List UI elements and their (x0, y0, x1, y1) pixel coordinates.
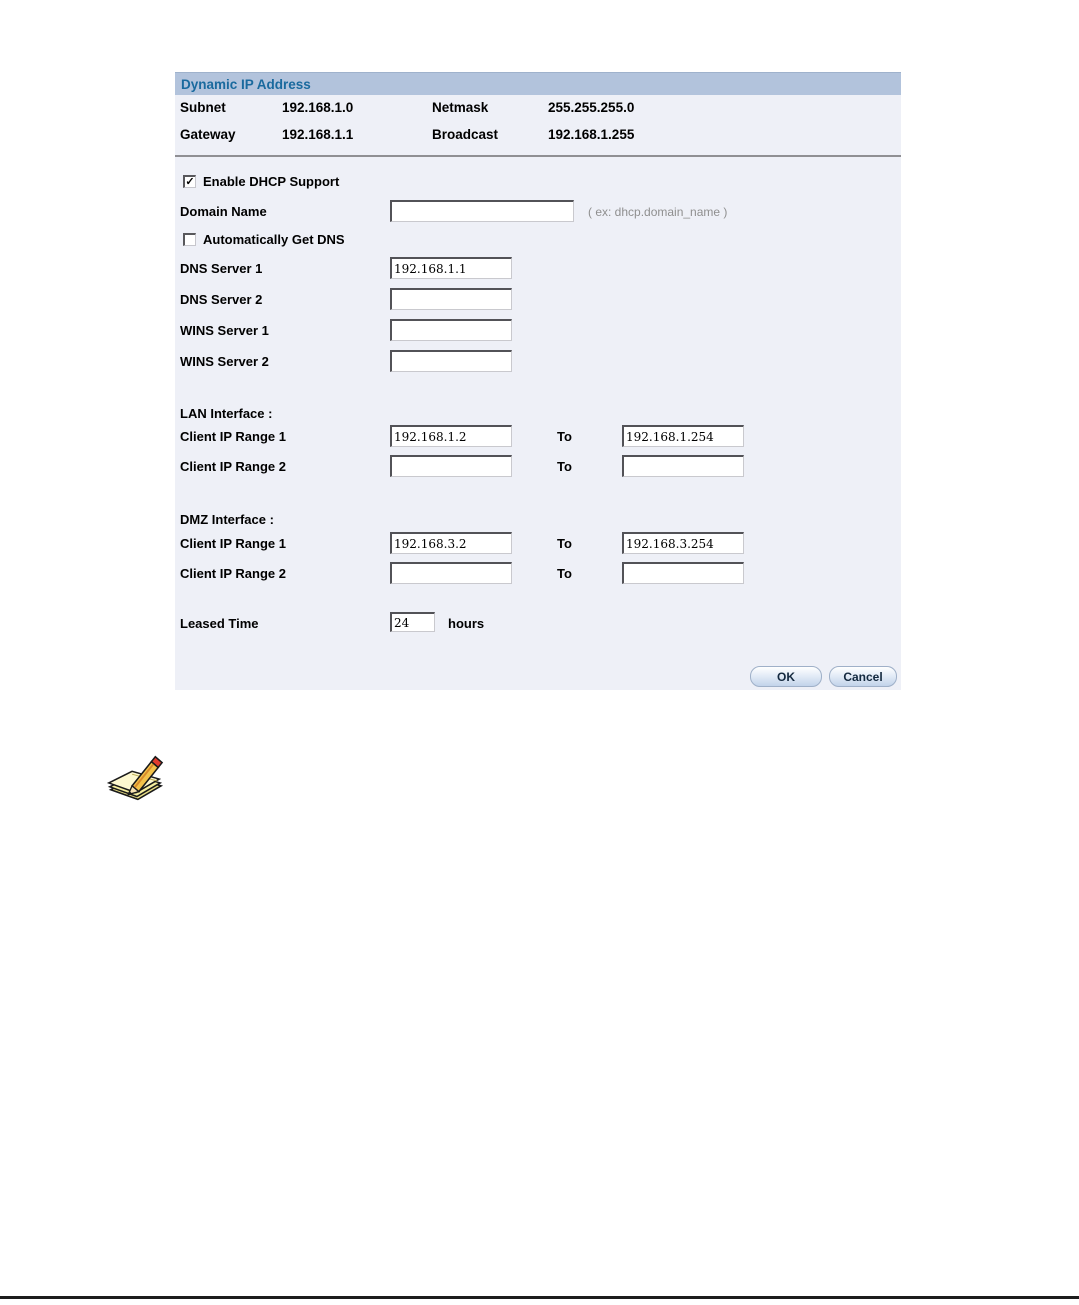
wins-server-2-row (180, 350, 896, 376)
dns-server-2-label: DNS Server 2 (180, 292, 263, 307)
dmz-interface-heading: DMZ Interface : (180, 512, 274, 527)
auto-dns-checkbox[interactable] (183, 233, 196, 246)
lan-range-2-label: Client IP Range 2 (180, 459, 286, 474)
gateway-info-row (180, 127, 896, 147)
lan-range-1-to-label: To (557, 429, 572, 444)
lan-range-2-to-label: To (557, 459, 572, 474)
dmz-range-1-label: Client IP Range 1 (180, 536, 286, 551)
dmz-range-2-row (180, 562, 896, 588)
wins-server-2-input[interactable] (390, 350, 512, 372)
lan-range-2-row (180, 455, 896, 481)
page-bottom-rule (0, 1296, 1079, 1299)
separator-line (175, 155, 901, 157)
wins-server-1-input[interactable] (390, 319, 512, 341)
dns-server-2-row (180, 288, 896, 314)
wins-server-1-row (180, 319, 896, 345)
dns-server-1-input[interactable] (390, 257, 512, 279)
wins-server-1-label: WINS Server 1 (180, 323, 269, 338)
enable-dhcp-label: Enable DHCP Support (203, 174, 340, 189)
note-icon (103, 752, 165, 810)
domain-name-hint: ( ex: dhcp.domain_name ) (588, 205, 728, 219)
dns-server-1-row (180, 257, 896, 283)
lan-range-1-from-input[interactable] (390, 425, 512, 447)
action-buttons (750, 666, 897, 688)
enable-dhcp-checkbox[interactable] (183, 175, 196, 188)
wins-server-2-label: WINS Server 2 (180, 354, 269, 369)
subnet-info-row (180, 100, 896, 120)
domain-name-row (180, 200, 896, 226)
dmz-range-1-to-label: To (557, 536, 572, 551)
dmz-range-2-to-input[interactable] (622, 562, 744, 584)
cancel-button[interactable]: Cancel (829, 666, 897, 687)
gateway-value: 192.168.1.1 (282, 127, 354, 142)
dmz-range-2-from-input[interactable] (390, 562, 512, 584)
dmz-interface-heading-row (180, 508, 896, 534)
domain-name-label: Domain Name (180, 204, 267, 219)
subnet-label: Subnet (180, 100, 226, 115)
broadcast-label: Broadcast (432, 127, 499, 142)
dns-server-2-input[interactable] (390, 288, 512, 310)
lan-interface-heading: LAN Interface : (180, 406, 273, 421)
leased-time-label: Leased Time (180, 616, 259, 631)
leased-time-input[interactable] (390, 612, 435, 632)
leased-time-row (180, 612, 896, 638)
netmask-value: 255.255.255.0 (548, 100, 635, 115)
lan-range-2-from-input[interactable] (390, 455, 512, 477)
lan-range-1-row (180, 425, 896, 451)
auto-dns-row (180, 230, 896, 256)
gateway-label: Gateway (180, 127, 236, 142)
panel-title: Dynamic IP Address (181, 76, 311, 92)
dmz-range-1-row (180, 532, 896, 558)
dmz-range-2-to-label: To (557, 566, 572, 581)
broadcast-value: 192.168.1.255 (548, 127, 635, 142)
lan-range-2-to-input[interactable] (622, 455, 744, 477)
dmz-range-1-from-input[interactable] (390, 532, 512, 554)
dynamic-ip-address-panel (175, 72, 901, 690)
lan-range-1-to-input[interactable] (622, 425, 744, 447)
dns-server-1-label: DNS Server 1 (180, 261, 263, 276)
domain-name-input[interactable] (390, 200, 574, 222)
auto-dns-label: Automatically Get DNS (203, 232, 345, 247)
enable-dhcp-row (180, 172, 896, 198)
check-icon: ✓ (185, 176, 195, 188)
lan-range-1-label: Client IP Range 1 (180, 429, 286, 444)
ok-button[interactable]: OK (750, 666, 822, 687)
subnet-value: 192.168.1.0 (282, 100, 354, 115)
netmask-label: Netmask (432, 100, 489, 115)
dmz-range-1-to-input[interactable] (622, 532, 744, 554)
dmz-range-2-label: Client IP Range 2 (180, 566, 286, 581)
panel-titlebar (175, 72, 901, 95)
leased-time-unit: hours (448, 616, 485, 631)
